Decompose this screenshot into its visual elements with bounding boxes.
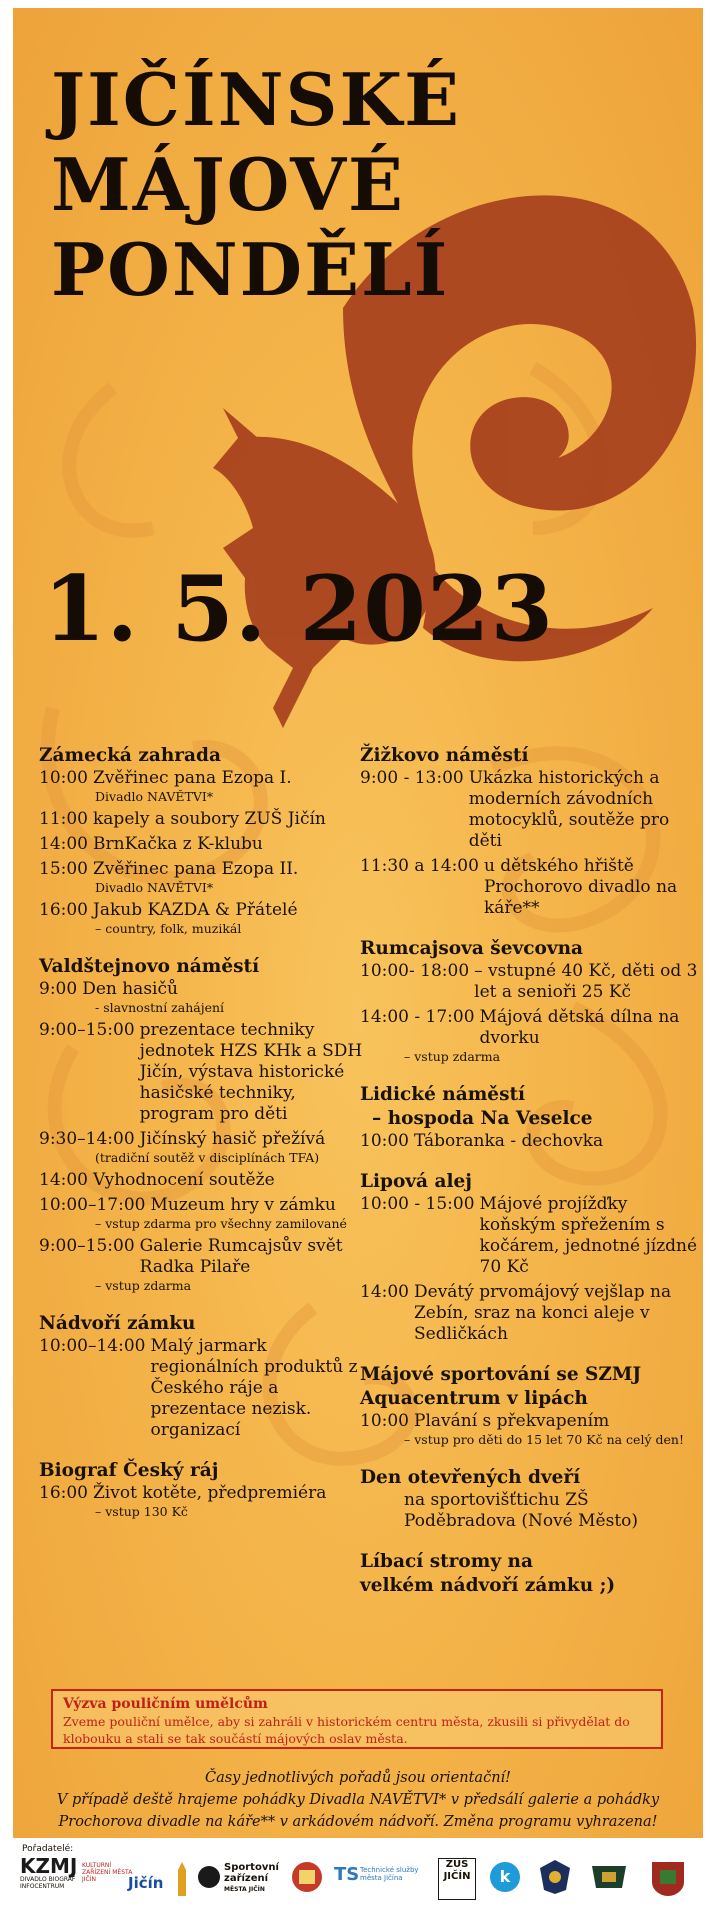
event-date: 1. 5. 2023 [43,556,555,662]
item-time: 14:00 [39,834,88,854]
item-time: 11:00 [39,809,88,829]
program-item [39,859,365,880]
sport-logo-line-1: Sportovní [224,1862,279,1873]
program-section [39,955,365,1298]
item-text: Galerie Rumcajsův svět Radka Pilaře [139,1236,343,1277]
program-section [360,1550,700,1598]
program-section [39,1459,365,1524]
program-item [39,979,365,1000]
title-line-2: MÁJOVÉ [51,141,405,227]
item-text: Májová dětská dílna na dvorku [479,1007,680,1048]
item-time: 10:00 [39,768,88,788]
item-time: 10:00 [360,1411,409,1431]
item-text: Jakub KAZDA & Přátelé [93,900,298,920]
section-subheading: velkém nádvoří zámku ;) [360,1575,616,1596]
program-item [360,1282,700,1345]
program-item [39,900,365,921]
program-section [360,937,700,1069]
callout-title: Výzva pouličním umělcům [63,1696,268,1712]
item-time: 14:00 [360,1282,409,1302]
section-heading: Lidické náměstí [360,1084,526,1105]
k-club-logo: k [490,1862,520,1892]
item-time: 9:30–14:00 [39,1129,135,1149]
footer-notes [33,1767,683,1833]
item-time: 16:00 [39,1483,88,1503]
item-text: – vstupné 40 Kč, děti od 3 let a senioři 25 Kč [474,961,698,1002]
title-line-3: PONDĚLÍ [51,226,450,312]
program-left-column [39,744,365,1538]
item-note: – vstup pro děti do 15 let 70 Kč na celý den! [404,1432,684,1447]
sport-ball-icon [198,1866,220,1888]
program-item [360,1194,700,1278]
item-text: prezentace techniky jednotek HZS KHk a SDH Jičín, výstava historické hasičské techniky, program pro děti [139,1020,363,1124]
item-time: 10:00–17:00 [39,1195,146,1215]
kzmj-logo-text: KZMJ [20,1854,78,1878]
program-item [39,809,365,830]
poster-title [51,58,461,313]
item-time: 14:00 - 17:00 [360,1007,475,1027]
kz-logo-text: KULTURNÍ ZAŘÍZENÍ MĚSTA JIČÍN [82,1862,133,1883]
sport-logo-line-2: zařízení [224,1873,269,1884]
item-time: 10:00–14:00 [39,1336,146,1356]
program-item [39,768,365,789]
section-subheading: – hospoda Na Veselce [372,1108,593,1129]
program-item [360,961,700,1003]
program-item [39,1129,365,1150]
program-item [39,1236,365,1278]
sport-logo [224,1862,279,1895]
program-section [39,744,365,941]
program-item [360,1007,700,1049]
zus-logo-line-2: JIČÍN [443,1871,471,1882]
item-time: 9:00 - 13:00 [360,768,464,788]
program-section [360,1466,700,1536]
item-text: Májové projížďky koňským spřežením s kočárem, jednotné jízdné 70 Kč [479,1194,698,1277]
city-crest-icon [648,1858,688,1898]
program-item [360,856,700,919]
program-item [39,834,365,855]
program-item [39,1483,365,1504]
item-text: Malý jarmark regionálních produktů z Českého ráje a prezentace nezisk. organizací [150,1336,358,1440]
item-note: Divadlo NAVĚTVI* [95,880,214,895]
item-text: Den hasičů [82,979,178,999]
program-section [39,1312,365,1445]
item-text: Vyhodnocení soutěže [93,1170,275,1190]
castle-crest-icon [290,1860,324,1894]
item-text: Táboranka - dechovka [414,1131,604,1151]
item-time: 10:00 [360,1131,409,1151]
item-text: BrnKačka z K-klubu [93,834,263,854]
tower-icon [170,1862,194,1896]
section-heading: Nádvoří zámku [39,1313,196,1334]
program-section [360,1170,700,1349]
poster [13,8,703,1838]
callout-body: Zveme pouliční umělce, aby si zahráli v historickém centru města, zkusili si přivydělat do klobouku a stali se tak součástí májových oslav města. [63,1714,630,1746]
organizers-label: Pořadatelé: [22,1844,74,1854]
kzmj-logo [20,1856,80,1890]
item-text: u dětského hřiště Prochorovo divadlo na káře** [483,856,678,918]
item-note: (tradiční soutěž v disciplínách TFA) [95,1150,320,1165]
item-time: 16:00 [39,900,88,920]
ts-logo: TS [334,1864,360,1885]
footer-line-3: Prochorova divadle na káře** v arkádovém nádvoří. Změna programu vyhrazena! [58,1814,658,1830]
item-text: Ukázka historických a moderních závodních motocyklů, soutěže pro děti [468,768,670,851]
program-item [360,768,700,852]
title-line-1: JIČÍNSKÉ [51,57,461,142]
program-section [360,1083,700,1156]
item-time: 9:00–15:00 [39,1236,135,1256]
jicin-logo: Jičín [128,1874,164,1892]
item-note: – vstup zdarma pro všechny zamilované [95,1216,347,1231]
program-item [360,1411,700,1432]
item-text: Muzeum hry v zámku [150,1195,336,1215]
item-note: – vstup zdarma [95,1278,192,1293]
program-right-column [360,744,700,1612]
section-heading: Rumcajsova ševcovna [360,938,584,959]
item-text: Devátý prvomájový vejšlap na Zebín, sraz na konci aleje v Sedličkách [414,1282,672,1344]
item-text: kapely a soubory ZUŠ Jičín [93,809,326,829]
zus-logo [438,1858,476,1900]
ts-logo-text: Technické služby města Jičína [360,1866,419,1882]
item-note: – vstup zdarma [404,1049,501,1064]
item-time: 11:30 a 14:00 [360,856,479,876]
kzmj-logo-sub: DIVADLO BIOGRAF INFOCENTRUM [20,1876,76,1890]
item-text: Plavání s překvapením [414,1411,610,1431]
program-item [39,1170,365,1191]
item-text: na sportovišťtichu ZŠ Poděbradova (Nové Město) [404,1490,639,1531]
program-section [360,1363,700,1452]
zus-logo-line-1: ZUŠ [445,1859,469,1870]
footer-line-1: Časy jednotlivých pořadů jsou orientační! [204,1770,511,1786]
fire-rescue-badge-icon [540,1860,570,1894]
section-heading: Lipová alej [360,1171,472,1192]
footer-line-2: V případě deště hrajeme pohádky Divadla NAVĚTVI* v předsálí galerie a pohádky [56,1792,660,1808]
program-item [360,1490,700,1532]
item-text: Jičínský hasič přežívá [139,1129,326,1149]
item-time: 10:00- 18:00 [360,961,470,981]
program-item [360,1131,700,1152]
item-text: Život kotěte, předpremiéra [93,1483,327,1503]
section-heading: Žižkovo náměstí [360,745,529,766]
item-time: 14:00 [39,1170,88,1190]
item-time: 9:00–15:00 [39,1020,135,1040]
item-time: 10:00 - 15:00 [360,1194,475,1214]
item-note: – country, folk, muzikál [95,921,242,936]
section-heading: Líbací stromy na [360,1551,533,1572]
item-note: - slavnostní zahájení [95,1000,225,1015]
street-artists-callout [51,1689,663,1749]
program-item [39,1336,365,1441]
section-heading: Zámecká zahrada [39,745,221,766]
item-text: Zvěřinec pana Ezopa II. [93,859,299,879]
program-item [39,1195,365,1216]
program-item [39,1020,365,1125]
section-heading: Valdštejnovo náměstí [39,956,260,977]
section-subheading: Aquacentrum v lipách [360,1388,588,1409]
sport-logo-line-3: MĚSTA JIČÍN [224,1886,265,1893]
item-note: Divadlo NAVĚTVI* [95,789,214,804]
program-section [360,744,700,923]
item-note: – vstup 130 Kč [95,1504,188,1519]
item-time: 9:00 [39,979,78,999]
item-text: Zvěřinec pana Ezopa I. [93,768,292,788]
firefighters-badge-icon [592,1862,626,1892]
item-time: 15:00 [39,859,88,879]
section-heading: Májové sportování se SZMJ [360,1364,642,1385]
sponsor-strip [0,1840,713,1918]
section-heading: Den otevřených dveří [360,1467,581,1488]
section-heading: Biograf Český ráj [39,1460,219,1481]
